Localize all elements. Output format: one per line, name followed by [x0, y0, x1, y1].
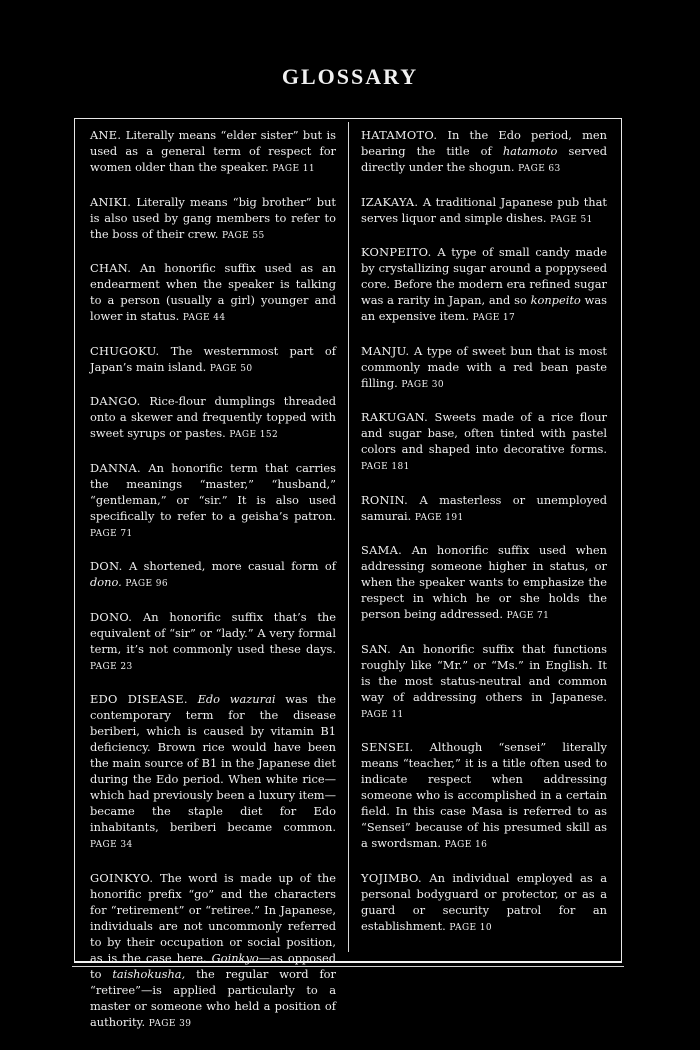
- glossary-entry-hatamoto: [361, 127, 607, 177]
- glossary-entry-don: [90, 558, 336, 592]
- glossary-entry-rakugan: [361, 409, 607, 475]
- glossary-right-column: [361, 127, 607, 952]
- glossary-entry-danna: [90, 460, 336, 542]
- entry-term: HATAMOTO.: [361, 128, 438, 142]
- column-divider: [348, 122, 349, 952]
- entry-definition: Literally means “big brother” but is also used by gang members to refer to the boss of their crew.: [90, 194, 336, 241]
- entry-page-ref: PAGE 191: [414, 512, 464, 523]
- entry-term: ANIKI.: [90, 194, 132, 209]
- entry-page-ref: PAGE 23: [90, 661, 133, 672]
- entry-page-ref: PAGE 96: [125, 579, 168, 589]
- entry-page-ref: PAGE 11: [272, 164, 316, 174]
- entry-page-ref: PAGE 34: [90, 840, 133, 850]
- entry-term: SAMA.: [361, 543, 403, 557]
- glossary-entry-ane: [90, 127, 336, 177]
- entry-definition: the regular word for “retiree”—is applied particularly to a master or someone who held a position of authority.: [90, 966, 336, 1029]
- entry-page-ref: PAGE 16: [444, 840, 488, 850]
- entry-term: YOJIMBO.: [361, 870, 422, 885]
- entry-term: SAN.: [361, 641, 392, 656]
- glossary-entry-edo-disease: [90, 691, 336, 853]
- entry-italic-term: Edo wazurai: [197, 692, 276, 706]
- entry-page-ref: PAGE 17: [472, 313, 516, 323]
- entry-definition: —as opposed to: [90, 950, 337, 981]
- entry-term: ANE.: [90, 128, 122, 142]
- entry-term: SENSEI.: [361, 740, 414, 754]
- glossary-entry-sensei: [361, 739, 607, 853]
- glossary-entry-aniki: [90, 194, 336, 244]
- entry-definition: A type of sweet bun that is most commonly made with a red bean paste filling.: [361, 343, 607, 390]
- entry-page-ref: PAGE 50: [209, 363, 253, 374]
- entry-definition: The westernmost part of Japan’s main island.: [90, 343, 336, 374]
- entry-italic-term: taishokusha,: [112, 966, 186, 981]
- glossary-entry-chan: [90, 260, 336, 326]
- glossary-entry-goinkyo: [90, 870, 336, 1032]
- entry-definition: A type of small candy made by crystallizing sugar around a poppyseed core. Before the modern era refined sugar was a rarity in Japan, and so: [361, 245, 607, 307]
- entry-definition: was the contemporary term for the disease beriberi, which is caused by vitamin B1 deficiency. Brown rice would have been the main source of B1 in the Japanese diet during the Edo period. When white rice—which had previously been a luxury item—became the staple diet for Edo inhabitants, beriberi became common.: [90, 692, 337, 834]
- entry-definition: An honorific suffix that functions roughly like “Mr.” or “Ms.” in English. It is the most status-neutral and common way of addressing others in Japanese.: [361, 641, 607, 704]
- entry-italic-term: dono.: [90, 575, 122, 589]
- entry-page-ref: PAGE 44: [182, 313, 226, 323]
- entry-page-ref: PAGE 11: [361, 709, 404, 720]
- entry-definition: A shortened, more casual form of: [128, 559, 336, 573]
- entry-term: CHUGOKU.: [90, 343, 160, 358]
- entry-page-ref: PAGE 71: [506, 611, 550, 621]
- entry-term: DONO.: [90, 609, 133, 624]
- entry-definition: Literally means “elder sister” but is used as a general term of respect for women older than the speaker.: [90, 128, 337, 174]
- entry-page-ref: PAGE 181: [361, 462, 410, 472]
- glossary-left-column: [90, 127, 336, 1048]
- entry-page-ref: PAGE 30: [401, 379, 445, 390]
- entry-term: RONIN.: [361, 492, 409, 507]
- entry-term: DANGO.: [90, 394, 141, 408]
- entry-page-ref: PAGE 55: [222, 230, 265, 241]
- entry-term: CHAN.: [90, 261, 132, 275]
- entry-definition: An individual employed as a personal bodyguard or protector, or as a guard or security patrol for an establishment.: [361, 870, 608, 933]
- entry-definition: In the Edo period, men bearing the title of: [361, 128, 607, 158]
- entry-definition: Sweets made of a rice flour and sugar base, often tinted with pastel colors and shaped into decorative forms.: [361, 410, 607, 456]
- entry-page-ref: PAGE 71: [90, 528, 133, 539]
- entry-term: DON.: [90, 559, 123, 573]
- glossary-entry-yojimbo: [361, 870, 607, 936]
- entry-definition: A traditional Japanese pub that serves liquor and simple dishes.: [361, 194, 607, 225]
- entry-term: RAKUGAN.: [361, 410, 429, 424]
- entry-definition: served directly under the shogun.: [361, 144, 607, 174]
- entry-page-ref: PAGE 10: [449, 922, 493, 933]
- entry-term: EDO DISEASE.: [90, 692, 188, 706]
- entry-definition: An honorific term that carries the meanings “master,” “husband,” “gentleman,” or “sir.” It is also used specifically to refer to a geisha’s patron.: [90, 460, 337, 523]
- glossary-entry-dango: [90, 393, 336, 443]
- page-title: GLOSSARY: [281, 64, 419, 89]
- entry-italic-term: konpeito: [530, 293, 581, 307]
- entry-definition: An honorific suffix used as an endearment when the speaker is talking to a person (usually a girl) younger and lower in status.: [90, 261, 337, 323]
- entry-page-ref: PAGE 51: [550, 214, 593, 225]
- entry-term: MANJU.: [361, 343, 410, 358]
- entry-definition: An honorific suffix that’s the equivalent of “sir” or “lady.” A very formal term, it’s not commonly used these days.: [90, 609, 337, 656]
- entry-term: IZAKAYA.: [361, 194, 419, 209]
- entry-definition: An honorific suffix used when addressing someone higher in status, or when the speaker wants to emphasize the respect in which he or she holds the person being addressed.: [361, 543, 608, 621]
- glossary-entry-izakaya: [361, 194, 607, 228]
- entry-page-ref: PAGE 152: [229, 430, 279, 440]
- entry-definition: Rice-flour dumplings threaded onto a skewer and frequently topped with sweet syrups or pastes.: [90, 394, 336, 440]
- entry-term: KONPEITO.: [361, 245, 432, 259]
- entry-italic-term: hatamoto: [502, 144, 558, 158]
- entry-term: GOINKYO.: [90, 870, 154, 885]
- entry-definition: A masterless or unemployed samurai.: [361, 492, 607, 523]
- glossary-entry-dono: [90, 609, 336, 675]
- entry-definition: Although “sensei” literally means “teacher,” it is a title often used to indicate respect when addressing someone who is accomplished in a certain field. In this case Masa is referred to as “Sensei” because of his presumed skill as a swordsman.: [361, 740, 607, 850]
- glossary-entry-ronin: [361, 492, 607, 526]
- glossary-entry-manju: [361, 343, 607, 393]
- glossary-entry-sama: [361, 542, 607, 624]
- glossary-entry-san: [361, 641, 607, 723]
- entry-definition: The word is made up of the honorific prefix “go” and the characters for “retirement” or “retiree.” In Japanese, individuals are not uncommonly referred to by their occupation or social position, as is the case here.: [90, 870, 337, 965]
- entry-term: DANNA.: [90, 460, 141, 475]
- entry-italic-term: Goinkyo: [211, 950, 259, 965]
- glossary-entry-konpeito: [361, 244, 607, 326]
- entry-page-ref: PAGE 63: [518, 164, 561, 174]
- entry-page-ref: PAGE 39: [148, 1018, 192, 1029]
- entry-definition: was an expensive item.: [361, 293, 607, 323]
- glossary-entry-chugoku: [90, 343, 336, 377]
